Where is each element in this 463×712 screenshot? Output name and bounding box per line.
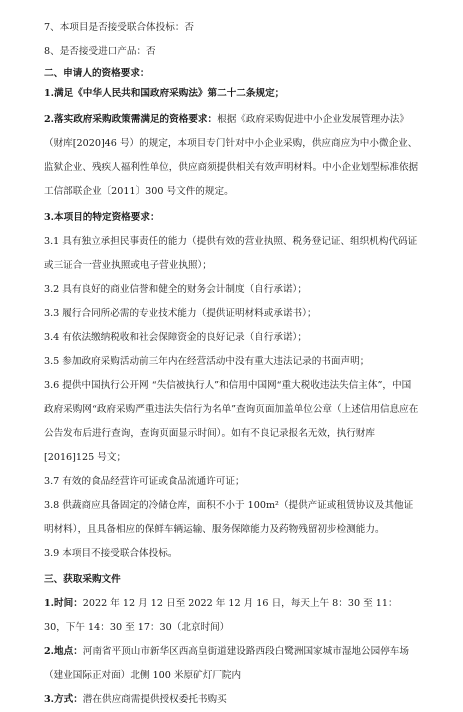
acquire-time-label: 1.时间： [44,598,83,609]
req-3-3: 3.3 履行合同所必需的专业技术能力（提供证明材料或承诺书）； [44,308,317,319]
req-1: 1.满足《中华人民共和国政府采购法》第二十二条规定； [44,88,285,99]
acquire-method-text: 潜在供应商需提供授权委托书购买 [82,694,227,705]
req-3-2: 3.2 具有良好的商业信誉和健全的财务会计制度（自行承诺）； [44,284,307,295]
acquire-time [44,592,419,640]
acquire-location-label: 2.地点： [44,646,83,657]
req-3-7: 3.7 有效的食品经营许可证或食品流通许可证； [44,476,245,487]
req-3-5: 3.5 参加政府采购活动前三年内在经营活动中没有重大违法记录的书面声明； [44,356,370,367]
item-8-imported-products: 8、是否接受进口产品：否 [44,46,156,57]
acquire-location-text: 河南省平顶山市新华区西高皇街道建设路西段白鹭洲国家城市湿地公园停车场（建业国际正对面）北侧 100 米原矿灯厂院内 [44,646,409,681]
req-3-heading: 3.本项目的特定资格要求： [44,212,160,223]
acquire-time-text: 2022 年 12 月 12 日至 2022 年 12 月 16 日，每天上午 8：30 至 11：30，下午 14：30 至 17：30（北京时间） [44,598,398,633]
req-3-1: 3.1 具有独立承担民事责任的能力（提供有效的营业执照、税务登记证、组织机构代码证或三证合一营业执照或电子营业执照）； [44,236,418,271]
acquire-method-label: 3.方式： [44,694,83,705]
req-2-text: 根据《政府采购促进中小企业发展管理办法》（财库[2020]46 号）的规定，本项目专门针对中小企业采购，供应商应为中小微企业、监狱企业、残疾人福利性单位，供应商须提供相关有效声明材料。中小企业划型标准依据工信部联企业〔2011〕300 号文件的规定。 [44,114,419,197]
item-7-joint-bid: 7、本项目是否接受联合体投标：否 [44,22,195,33]
acquire-location [44,640,419,688]
req-3-9: 3.9 本项目不接受联合体投标。 [44,548,178,559]
acquire-method [44,688,419,712]
section-3-heading: 三、获取采购文件 [44,574,121,585]
req-3-8: 3.8 供蔬商应具备固定的冷储仓库，面积不小于 100m²（提供产证或租赁协议及其他证明材料），且具备相应的保鲜车辆运输、服务保障能力及药物残留初步检测能力。 [44,500,414,535]
req-2 [44,108,419,204]
req-3-6: 3.6 提供中国执行公开网 “失信被执行人”和信用中国网“重大税收违法失信主体”，中国政府采购网“政府采购严重违法失信行为名单”查询页面加盖单位公章（上述信用信息应在公告发布后进行查询，查询页面显示时间）。如有不良记录报名无效，执行财库[2016]125 号文； [44,380,419,463]
req-3-4: 3.4 有依法缴纳税收和社会保障资金的良好记录（自行承诺）； [44,332,307,343]
req-2-label: 2.落实政府采购政策需满足的资格要求： [44,114,218,125]
section-2-heading: 二、申请人的资格要求： [44,68,150,79]
